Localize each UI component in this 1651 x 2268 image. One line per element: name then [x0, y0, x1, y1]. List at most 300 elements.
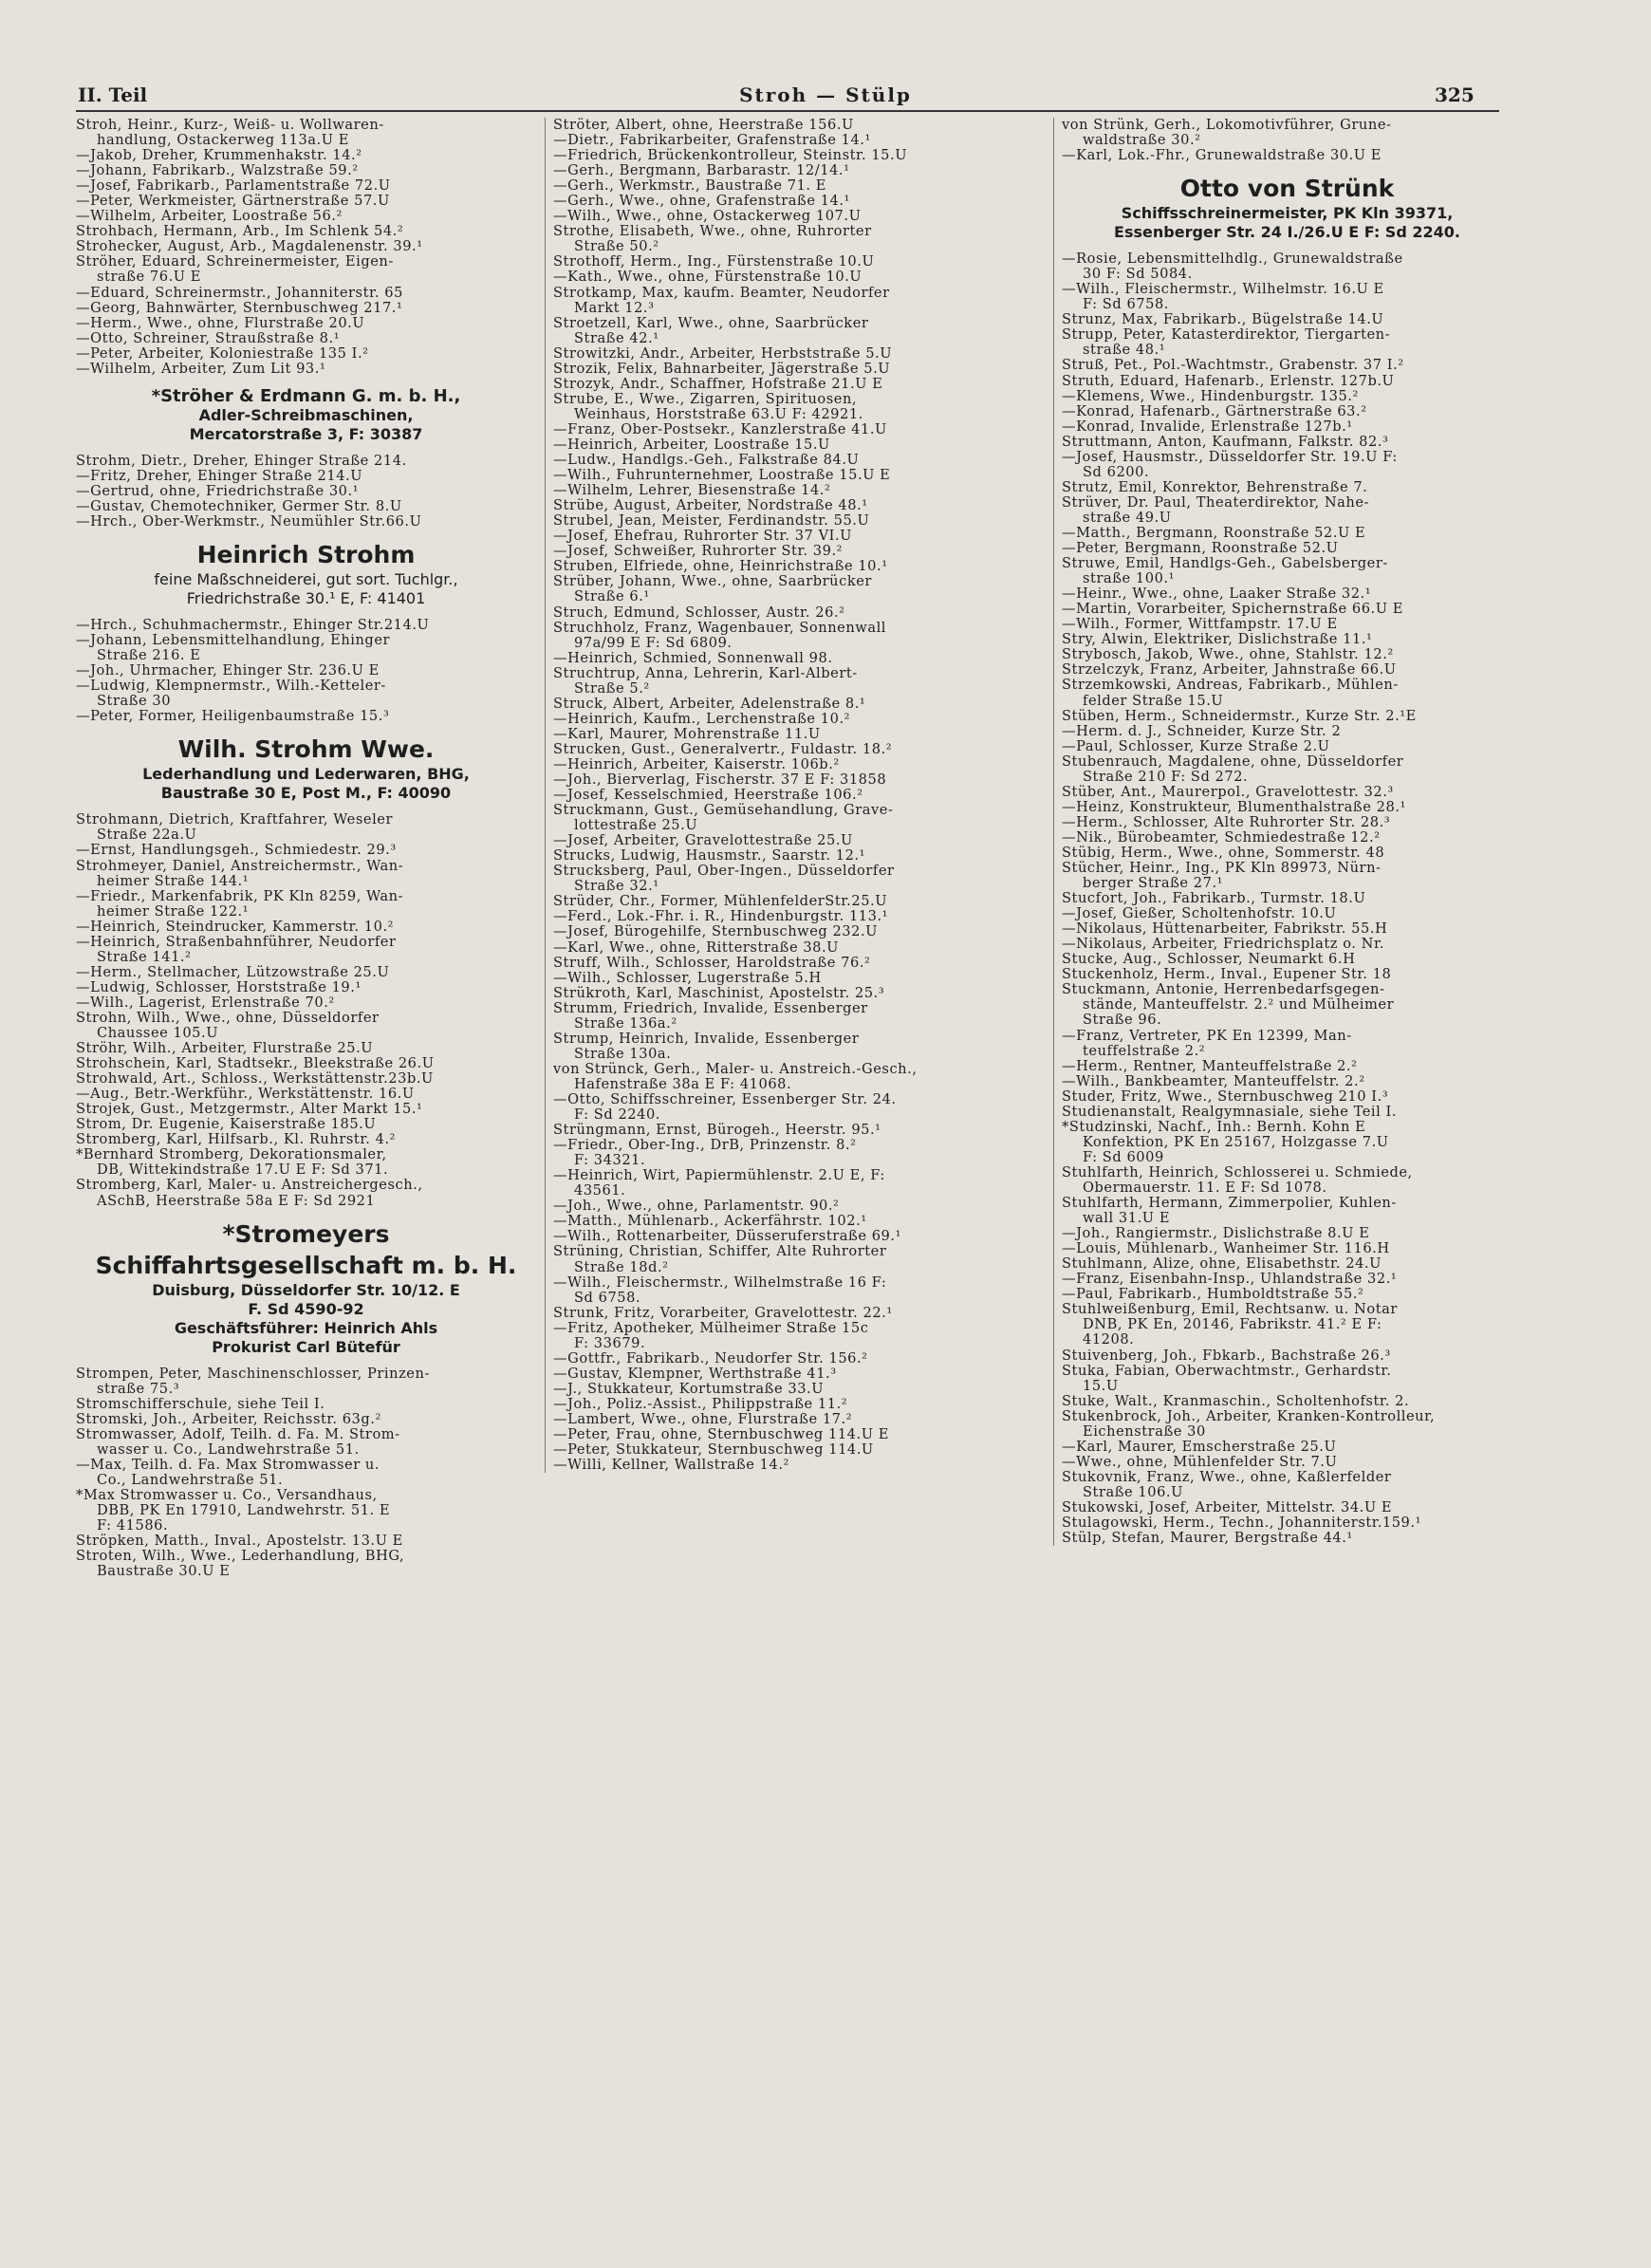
entry-line: —Josef, Gießer, Scholtenhofstr. 10.U: [1062, 905, 1337, 922]
entry-line: Strump, Heinrich, Invalide, Essenberger: [553, 1030, 860, 1047]
directory-entry: [76, 980, 536, 995]
entry-line: Strüngmann, Ernst, Bürogeh., Heerstr. 95.¹: [553, 1122, 881, 1139]
entry-line: Struth, Eduard, Hafenarb., Erlenstr. 127b.U: [1062, 372, 1395, 389]
entry-line: Strothe, Elisabeth, Wwe., ohne, Ruhrorter: [553, 223, 872, 240]
entry-line: Ströter, Albert, ohne, Heerstraße 156.U: [553, 117, 854, 133]
ad-line: Lederhandlung und Lederwaren, BHG,: [142, 765, 470, 784]
entry-line: 43561.: [574, 1182, 626, 1199]
entry-line: felder Straße 15.U: [1083, 692, 1224, 709]
entry-line: Strüver, Dr. Paul, Theaterdirektor, Nahe-: [1062, 493, 1370, 511]
directory-entry: [76, 118, 536, 148]
entry-line: Stuhlfarth, Heinrich, Schlosserei u. Schmiede,: [1062, 1163, 1413, 1180]
directory-entry: [1062, 1089, 1512, 1105]
entry-line: Straße 136a.²: [574, 1014, 677, 1032]
directory-entry: [553, 178, 1045, 194]
ad-line: Baustraße 30 E, Post M., F: 40090: [160, 784, 452, 803]
directory-entry: [76, 859, 536, 889]
directory-entry: [553, 1092, 1045, 1123]
directory-entry: [1062, 480, 1512, 495]
directory-entry: [553, 757, 1045, 772]
entry-line: Strubel, Jean, Meister, Ferdinandstr. 55.U: [553, 512, 870, 530]
entry-line: Stubenrauch, Magdalene, ohne, Düsseldorfer: [1062, 753, 1404, 770]
entry-line: Strupp, Peter, Katasterdirektor, Tiergarten-: [1062, 326, 1391, 344]
entry-line: —Heinrich, Schmied, Sonnenwall 98.: [553, 649, 833, 666]
entry-line: DB, Wittekindstraße 17.U E F: Sd 371.: [97, 1162, 389, 1179]
entry-line: —Wilh., Fleischermstr., Wilhelmstraße 16 F:: [553, 1273, 887, 1291]
entry-line: —Heinr., Wwe., ohne, Laaker Straße 32.¹: [1062, 586, 1372, 603]
entry-line: Strybosch, Jakob, Wwe., ohne, Stahlstr. 12.²: [1062, 646, 1394, 663]
ad-line: F. Sd 4590-92: [248, 1299, 364, 1318]
entry-line: —Ludwig, Klempnermstr., Wilh.-Ketteler-: [76, 678, 386, 695]
entry-line: Strumm, Friedrich, Invalide, Essenberger: [553, 999, 868, 1016]
header-rule: [76, 110, 1499, 112]
entry-line: —Wilh., Schlosser, Lugerstraße 5.H: [553, 969, 822, 986]
entry-line: —Herm., Rentner, Manteuffelstraße 2.²: [1062, 1057, 1358, 1074]
entry-line: Stromski, Joh., Arbeiter, Reichsstr. 63g.²: [76, 1410, 381, 1427]
directory-entry: [1062, 921, 1512, 937]
entry-line: Stüben, Herm., Schneidermstr., Kurze Str. 2.¹E: [1062, 707, 1417, 724]
entry-line: Straße 6.¹: [574, 588, 650, 605]
ad-line: *Stromeyers: [222, 1219, 390, 1248]
entry-line: Stry, Alwin, Elektriker, Dislichstraße 11.¹: [1062, 631, 1373, 648]
directory-entry: [553, 848, 1045, 864]
directory-entry: [553, 1306, 1045, 1321]
directory-entry: [553, 605, 1045, 621]
entry-line: Straße 210 F: Sd 272.: [1083, 768, 1249, 785]
directory-entry: [553, 940, 1045, 956]
entry-line: —Johann, Lebensmittelhandlung, Ehinger: [76, 632, 391, 649]
directory-entry: [1062, 1394, 1512, 1409]
entry-line: Stulagowski, Herm., Techn., Johanniterstr.159.¹: [1062, 1515, 1421, 1532]
directory-entry: [1062, 952, 1512, 967]
directory-entry: [553, 118, 1045, 133]
entry-line: —Peter, Arbeiter, Koloniestraße 135 I.²: [76, 344, 369, 362]
entry-line: straße 48.¹: [1083, 342, 1166, 359]
entry-line: —Wwe., ohne, Mühlenfelder Str. 7.U: [1062, 1453, 1338, 1470]
directory-entry: [76, 995, 536, 1011]
directory-entry: [76, 843, 536, 858]
directory-entry: [1062, 358, 1512, 373]
directory-entry: [553, 1397, 1045, 1412]
page-number: 325: [1435, 84, 1475, 106]
entry-line: Strüber, Johann, Wwe., ohne, Saarbrücker: [553, 573, 872, 590]
entry-line: Stülp, Stefan, Maurer, Bergstraße 44.¹: [1062, 1530, 1353, 1547]
directory-entry: [1062, 785, 1512, 800]
directory-entry: [76, 1041, 536, 1056]
directory-entry: [76, 194, 536, 209]
directory-entry: [76, 1488, 536, 1534]
directory-entry: [1062, 251, 1512, 282]
directory-entry: [76, 1397, 536, 1412]
entry-line: Straße 50.²: [574, 238, 659, 255]
entry-line: Studer, Fritz, Wwe., Sternbuschweg 210 I.³: [1062, 1088, 1389, 1105]
directory-entry: [553, 894, 1045, 909]
directory-entry: [76, 1102, 536, 1117]
directory-entry: [76, 454, 536, 469]
entry-line: —Peter, Frau, ohne, Sternbuschweg 114.U E: [553, 1426, 889, 1443]
entry-line: —Karl, Maurer, Emscherstraße 25.U: [1062, 1438, 1337, 1455]
entry-line: Stuke, Walt., Kranmaschin., Scholtenhofstr. 2.: [1062, 1392, 1410, 1409]
entry-line: —Gustav, Chemotechniker, Germer Str. 8.U: [76, 497, 402, 514]
entry-line: Struß, Pet., Pol.-Wachtmstr., Grabenstr. 37 I.²: [1062, 357, 1404, 374]
entry-line: Stroetzell, Karl, Wwe., ohne, Saarbrücker: [553, 314, 869, 331]
directory-entry: [1062, 118, 1512, 148]
directory-entry: [553, 742, 1045, 757]
entry-line: —Matth., Mühlenarb., Ackerfährstr. 102.¹: [553, 1213, 867, 1230]
directory-entry: [1062, 724, 1512, 739]
directory-entry: [553, 224, 1045, 254]
directory-entry: [1062, 586, 1512, 602]
entry-line: —Heinrich, Arbeiter, Kaiserstr. 106b.²: [553, 755, 840, 772]
directory-entry: [553, 1138, 1045, 1168]
directory-entry: [1062, 739, 1512, 754]
entry-line: Straße 18d.²: [574, 1258, 669, 1275]
directory-entry: [1062, 556, 1512, 586]
directory-entry: [1062, 495, 1512, 526]
entry-line: Konfektion, PK En 25167, Holzgasse 7.U: [1083, 1133, 1389, 1150]
entry-line: —Ernst, Handlungsgeh., Schmiedestr. 29.³: [76, 842, 397, 859]
entry-line: Strohm, Dietr., Dreher, Ehinger Straße 214.: [76, 452, 407, 469]
entry-line: Weinhaus, Horststraße 63.U F: 42921.: [574, 405, 863, 422]
directory-entry: [553, 362, 1045, 377]
entry-line: Strompen, Peter, Maschinenschlosser, Prinzen-: [76, 1365, 430, 1382]
directory-entry: [1062, 526, 1512, 541]
directory-entry: [76, 469, 536, 484]
entry-line: F: 41586.: [97, 1517, 169, 1534]
entry-line: —Klemens, Wwe., Hindenburgstr. 135.²: [1062, 387, 1359, 404]
directory-entry: [76, 920, 536, 935]
ad-line: Otto von Strünk: [1179, 175, 1395, 203]
directory-entry: [553, 254, 1045, 270]
directory-entry: [76, 1549, 536, 1579]
entry-line: teuffelstraße 2.²: [1083, 1042, 1206, 1059]
directory-entry: [553, 1229, 1045, 1244]
directory-entry: [553, 971, 1045, 986]
directory-entry: [76, 889, 536, 920]
entry-line: Stromberg, Karl, Maler- u. Anstreichergesch.,: [76, 1177, 423, 1194]
directory-entry: [553, 513, 1045, 529]
directory-entry: [553, 1123, 1045, 1138]
directory-entry: [553, 163, 1045, 178]
entry-line: Struckmann, Gust., Gemüsehandlung, Grave-: [553, 802, 894, 819]
entry-line: —Max, Teilh. d. Fa. Max Stromwasser u.: [76, 1456, 380, 1473]
entry-line: Stüber, Ant., Maurerpol., Gravelottestr. 32.³: [1062, 783, 1394, 800]
entry-line: —Kath., Wwe., ohne, Fürstenstraße 10.U: [553, 269, 863, 286]
directory-entry: [76, 1412, 536, 1427]
entry-line: berger Straße 27.¹: [1083, 875, 1224, 892]
entry-line: —Fritz, Dreher, Ehinger Straße 214.U: [76, 467, 363, 484]
entry-line: von Strünk, Gerh., Lokomotivführer, Grune-: [1062, 117, 1392, 133]
entry-line: *Bernhard Stromberg, Dekorationsmaler,: [76, 1146, 387, 1163]
directory-entry: [1062, 800, 1512, 815]
entry-line: Strothoff, Herm., Ing., Fürstenstraße 10.U: [553, 253, 875, 270]
entry-line: wall 31.U E: [1083, 1210, 1171, 1227]
directory-entry: [1062, 982, 1512, 1028]
directory-entry: [1062, 419, 1512, 435]
entry-line: Strohecker, August, Arb., Magdalenenstr. 39.¹: [76, 238, 423, 255]
directory-entry: [553, 1199, 1045, 1214]
directory-entry: [1062, 1120, 1512, 1165]
directory-entry: [1062, 1531, 1512, 1546]
entry-line: Strojek, Gust., Metzgermstr., Alter Markt 15.¹: [76, 1101, 423, 1118]
entry-line: —Jakob, Dreher, Krummenhakstr. 14.²: [76, 147, 362, 164]
directory-entry: [553, 498, 1045, 513]
column-3: [1053, 118, 1512, 1546]
entry-line: Struttmann, Anton, Kaufmann, Falkstr. 82.³: [1062, 433, 1389, 450]
entry-line: Struwe, Emil, Handlgs-Geh., Gabelsberger-: [1062, 555, 1388, 572]
directory-entry: [553, 544, 1045, 559]
directory-entry: [1062, 1105, 1512, 1120]
directory-entry: [76, 1117, 536, 1132]
directory-entry: [553, 909, 1045, 924]
directory-entry: [1062, 1455, 1512, 1470]
ad-line: Geschäftsführer: Heinrich Ahls: [174, 1318, 438, 1337]
entry-line: —Gottfr., Fabrikarb., Neudorfer Str. 156.²: [553, 1349, 868, 1366]
entry-line: —Josef, Hausmstr., Düsseldorfer Str. 19.U F:: [1062, 448, 1398, 465]
directory-entry: [553, 1442, 1045, 1458]
entry-line: Strohschein, Karl, Stadtsekr., Bleekstraße 26.U: [76, 1055, 435, 1072]
directory-entry: [553, 864, 1045, 894]
directory-entry: [553, 1275, 1045, 1306]
entry-line: —Gerh., Werkmstr., Baustraße 71. E: [553, 177, 827, 195]
entry-line: Sd 6200.: [1083, 463, 1150, 480]
directory-entry: [76, 679, 536, 709]
entry-line: —Aug., Betr.-Werkführ., Werkstättenstr. 16.U: [76, 1086, 415, 1103]
directory-entry: [76, 484, 536, 499]
entry-line: —Heinrich, Arbeiter, Loostraße 15.U: [553, 436, 830, 453]
directory-entry: [1062, 1256, 1512, 1272]
directory-entry: [1062, 617, 1512, 632]
entry-line: Stuhlfarth, Hermann, Zimmerpolier, Kuhlen-: [1062, 1195, 1397, 1212]
directory-entry: [1062, 662, 1512, 678]
directory-entry: [553, 148, 1045, 163]
entry-line: —Nik., Bürobeamter, Schmiedestraße 12.²: [1062, 828, 1381, 846]
directory-entry: [1062, 1165, 1512, 1196]
directory-entry: [553, 1412, 1045, 1427]
entry-line: —Josef, Ehefrau, Ruhrorter Str. 37 VI.U: [553, 528, 853, 545]
entry-line: Strohwald, Art., Schloss., Werkstättenstr.23b.U: [76, 1070, 434, 1088]
directory-entry: [553, 377, 1045, 392]
entry-line: Strucksberg, Paul, Ober-Ingen., Düsseldorfer: [553, 863, 895, 880]
directory-entry: [553, 1168, 1045, 1199]
entry-line: —Friedrich, Brückenkontrolleur, Steinstr. 15.U: [553, 147, 908, 164]
directory-entry: [76, 1087, 536, 1102]
entry-line: —Peter, Bergmann, Roonstraße 52.U: [1062, 540, 1339, 557]
entry-line: 15.U: [1083, 1377, 1119, 1394]
advertisement: [1062, 173, 1512, 242]
entry-line: Straße 141.²: [97, 948, 192, 965]
entry-line: —Joh., Uhrmacher, Ehinger Str. 236.U E: [76, 662, 380, 679]
ad-line: Wilh. Strohm Wwe.: [177, 735, 435, 764]
entry-line: Straße 30: [97, 693, 172, 710]
entry-line: —Josef, Kesselschmied, Heerstraße 106.²: [553, 787, 863, 804]
entry-line: —Dietr., Fabrikarbeiter, Grafenstraße 14.¹: [553, 132, 871, 149]
entry-line: Strükroth, Karl, Maschinist, Apostelstr. 25.³: [553, 984, 885, 1001]
entry-line: DBB, PK En 17910, Landwehrstr. 51. E: [97, 1502, 391, 1518]
entry-line: Stuka, Fabian, Oberwachtmstr., Gerhardstr.: [1062, 1362, 1392, 1379]
entry-line: *Max Stromwasser u. Co., Versandhaus,: [76, 1486, 378, 1503]
entry-line: —Konrad, Hafenarb., Gärtnerstraße 63.²: [1062, 402, 1367, 419]
directory-entry: [1062, 1364, 1512, 1394]
ad-line: Heinrich Strohm: [196, 541, 416, 569]
entry-line: —J., Stukkateur, Kortumstraße 33.U: [553, 1380, 825, 1397]
directory-entry: [76, 1132, 536, 1147]
entry-line: Stromwasser, Adolf, Teilh. d. Fa. M. Strom-: [76, 1425, 400, 1442]
entry-line: F: Sd 6009: [1083, 1148, 1164, 1165]
directory-entry: [76, 148, 536, 163]
directory-entry: [1062, 1287, 1512, 1302]
directory-entry: [76, 301, 536, 316]
directory-entry: [1062, 754, 1512, 785]
directory-entry: [76, 935, 536, 965]
entry-line: —Friedr., Ober-Ing., DrB, Prinzenstr. 8.²: [553, 1137, 857, 1154]
directory-entry: [1062, 1500, 1512, 1515]
directory-entry: [76, 1178, 536, 1208]
entry-line: Straße 5.²: [574, 679, 650, 697]
directory-entry: [553, 956, 1045, 971]
entry-line: heimer Straße 122.¹: [97, 902, 250, 920]
entry-line: Baustraße 30.U E: [97, 1563, 231, 1580]
entry-line: —Joh., Bierverlag, Fischerstr. 37 E F: 31858: [553, 771, 887, 789]
directory-entry: [1062, 312, 1512, 327]
directory-entry: [553, 574, 1045, 604]
entry-line: F: Sd 2240.: [574, 1106, 660, 1124]
directory-entry: [1062, 709, 1512, 724]
entry-line: Stromschifferschule, siehe Teil I.: [76, 1395, 325, 1412]
directory-entry: [553, 772, 1045, 788]
entry-line: —Georg, Bahnwärter, Sternbuschweg 217.¹: [76, 299, 403, 316]
entry-line: —Johann, Fabrikarb., Walzstraße 59.²: [76, 162, 359, 179]
entry-line: —Herm. d. J., Schneider, Kurze Str. 2: [1062, 722, 1342, 739]
directory-entry: [76, 209, 536, 224]
directory-entry: [76, 633, 536, 663]
entry-line: —Rosie, Lebensmittelhdlg., Grunewaldstraße: [1062, 251, 1403, 268]
directory-entry: [1062, 1029, 1512, 1059]
entry-line: —Gertrud, ohne, Friedrichstraße 30.¹: [76, 482, 360, 499]
directory-entry: [553, 1321, 1045, 1351]
directory-entry: [76, 254, 536, 285]
entry-line: —Gustav, Klempner, Werthstraße 41.³: [553, 1365, 837, 1382]
directory-entry: [1062, 389, 1512, 404]
entry-line: —Ludw., Handlgs.-Geh., Falkstraße 84.U: [553, 452, 860, 469]
entry-line: ASchB, Heerstraße 58a E F: Sd 2921: [97, 1192, 376, 1209]
entry-line: Stuckmann, Antonie, Herrenbedarfsgegen-: [1062, 981, 1385, 998]
entry-line: —Heinz, Konstrukteur, Blumenthalstraße 28.¹: [1062, 798, 1406, 815]
directory-entry: [1062, 1409, 1512, 1440]
entry-line: —Otto, Schreiner, Straußstraße 8.¹: [76, 329, 341, 346]
entry-line: 41208.: [1083, 1331, 1135, 1348]
directory-entry: [1062, 891, 1512, 906]
directory-entry: [553, 1032, 1045, 1062]
entry-line: Straße 96.: [1083, 1012, 1162, 1029]
entry-line: Struben, Elfriede, ohne, Heinrichstraße 10.¹: [553, 558, 888, 575]
directory-entry: [553, 1351, 1045, 1366]
entry-line: Stukovnik, Franz, Wwe., ohne, Kaßlerfelder: [1062, 1468, 1392, 1485]
directory-entry: [553, 924, 1045, 939]
directory-entry: [1062, 1440, 1512, 1455]
entry-line: straße 76.U E: [97, 269, 202, 286]
directory-entry: [1062, 937, 1512, 952]
directory-entry: [76, 812, 536, 843]
ad-line: *Ströher & Erdmann G. m. b. H.,: [151, 385, 461, 406]
directory-entry: [1062, 1241, 1512, 1256]
directory-entry: [1062, 1272, 1512, 1287]
entry-line: Struchtrup, Anna, Lehrerin, Karl-Albert-: [553, 664, 858, 681]
directory-entry: [553, 803, 1045, 833]
entry-line: Stuivenberg, Joh., Fbkarb., Bachstraße 26.³: [1062, 1347, 1391, 1364]
directory-entry: [1062, 632, 1512, 647]
entry-line: Strohmann, Dietrich, Kraftfahrer, Weseler: [76, 811, 394, 828]
entry-line: —Wilh., Lagerist, Erlenstraße 70.²: [76, 994, 335, 1011]
directory-entry: [553, 1214, 1045, 1229]
directory-entry: [553, 422, 1045, 437]
entry-line: Strowitzki, Andr., Arbeiter, Herbststraße 5.U: [553, 344, 893, 362]
entry-line: straße 75.³: [97, 1380, 180, 1397]
entry-line: Strunz, Max, Fabrikarb., Bügelstraße 14.U: [1062, 311, 1384, 328]
entry-line: —Josef, Schweißer, Ruhrorter Str. 39.²: [553, 543, 844, 560]
directory-entry: [1062, 1515, 1512, 1531]
directory-entry: [76, 499, 536, 514]
directory-entry: [1062, 404, 1512, 419]
entry-line: —Hrch., Schuhmachermstr., Ehinger Str.214.U: [76, 617, 430, 634]
directory-entry: [553, 392, 1045, 422]
entry-line: —Joh., Poliz.-Assist., Philippstraße 11.²: [553, 1395, 848, 1412]
entry-line: Straße 42.¹: [574, 329, 659, 346]
directory-entry: [76, 1056, 536, 1071]
ad-line: Duisburg, Düsseldorfer Str. 10/12. E: [152, 1280, 460, 1299]
entry-line: Ströpken, Matth., Inval., Apostelstr. 13.U E: [76, 1533, 403, 1550]
directory-entry: [1062, 647, 1512, 662]
entry-line: —Willi, Kellner, Wallstraße 14.²: [553, 1457, 789, 1474]
directory-entry: [76, 362, 536, 377]
directory-entry: [1062, 450, 1512, 480]
directory-entry: [1062, 846, 1512, 861]
entry-line: Strüning, Christian, Schiffer, Alte Ruhrorter: [553, 1243, 887, 1260]
entry-line: —Wilh., Fleischermstr., Wilhelmstr. 16.U E: [1062, 281, 1384, 298]
entry-line: Strotkamp, Max, kaufm. Beamter, Neudorfer: [553, 284, 890, 301]
directory-entry: [1062, 906, 1512, 921]
entry-line: —Herm., Wwe., ohne, Flurstraße 20.U: [76, 314, 365, 331]
entry-line: heimer Straße 144.¹: [97, 872, 250, 889]
directory-entry: [1062, 861, 1512, 891]
directory-entry: [76, 1011, 536, 1041]
entry-line: Struch, Edmund, Schlosser, Austr. 26.²: [553, 604, 845, 621]
entry-line: Struchholz, Franz, Wagenbauer, Sonnenwall: [553, 619, 887, 636]
entry-line: —Heinrich, Wirt, Papiermühlenstr. 2.U E, F:: [553, 1167, 885, 1184]
entry-line: —Wilhelm, Lehrer, Biesenstraße 14.²: [553, 482, 831, 499]
directory-entry: [553, 727, 1045, 742]
entry-line: Stuhlmann, Alize, ohne, Elisabethstr. 24.U: [1062, 1255, 1382, 1273]
entry-line: Straße 22a.U: [97, 827, 197, 844]
ad-line: Schiffahrtsgesellschaft m. b. H.: [95, 1251, 517, 1279]
directory-entry: [553, 1427, 1045, 1442]
entry-line: Stucfort, Joh., Fabrikarb., Turmstr. 18.U: [1062, 890, 1366, 907]
entry-line: Markt 12.³: [574, 299, 655, 316]
directory-entry: [76, 178, 536, 194]
entry-line: —Franz, Ober-Postsekr., Kanzlerstraße 41.U: [553, 420, 887, 437]
entry-line: lottestraße 25.U: [574, 817, 698, 834]
entry-line: waldstraße 30.²: [1083, 132, 1201, 149]
directory-entry: [553, 1001, 1045, 1032]
advertisement: [76, 734, 536, 803]
entry-line: —Josef, Arbeiter, Gravelottestraße 25.U: [553, 832, 853, 849]
directory-entry: [76, 663, 536, 679]
directory-entry: [1062, 678, 1512, 708]
entry-line: stände, Manteuffelstr. 2.² und Mülheimer: [1083, 996, 1395, 1013]
entry-line: —Franz, Eisenbahn-Insp., Uhlandstraße 32.¹: [1062, 1271, 1398, 1288]
entry-line: straße 100.¹: [1083, 570, 1175, 587]
directory-entry: [1062, 815, 1512, 830]
